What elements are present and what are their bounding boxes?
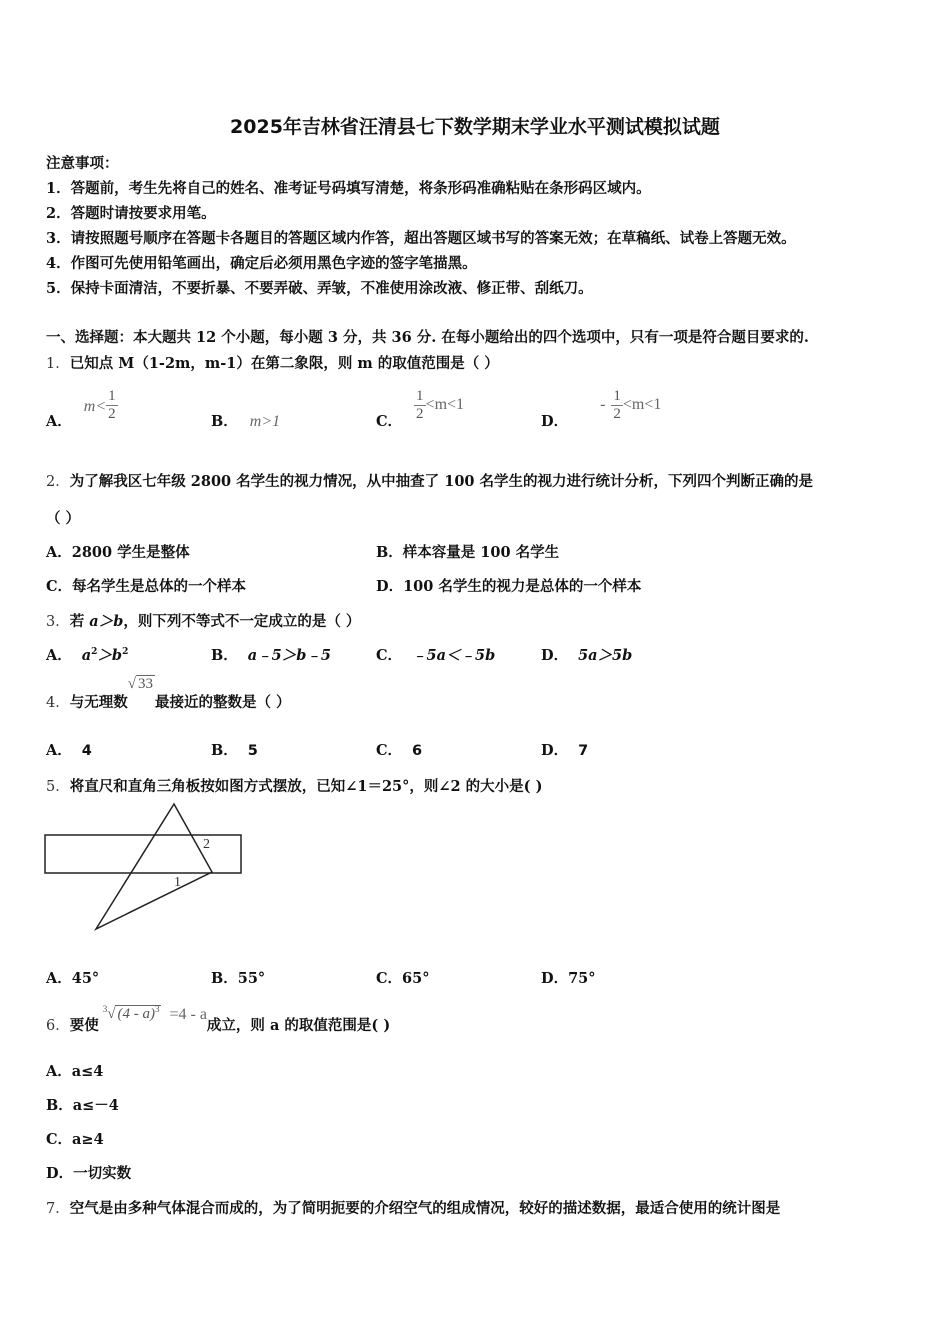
- fraction: $\frac{1}{2}$: [108, 388, 116, 422]
- option-a: [46, 388, 118, 431]
- option-label: D．: [541, 413, 569, 430]
- question-5: [46, 775, 542, 796]
- math-expr: -: [600, 396, 606, 413]
- question-number: 5．: [46, 779, 70, 795]
- question-number: 1．: [46, 356, 70, 372]
- math-expr: <m<1: [425, 396, 465, 413]
- notice-item: 2．答题时请按要求用笔。: [46, 205, 216, 222]
- option-b: B．a≤－4: [46, 1097, 119, 1114]
- option-a: A．45°: [46, 970, 100, 987]
- math-expr: m<: [83, 398, 107, 415]
- option-c: C．65°: [376, 970, 430, 987]
- option-label: B．: [211, 413, 238, 430]
- question-2: [46, 470, 813, 491]
- option-c: [376, 644, 495, 665]
- option-d: D．100 名学生的视力是总体的一个样本: [376, 578, 642, 595]
- option-label: C．: [376, 647, 403, 664]
- option-b: B．55°: [211, 970, 266, 987]
- math-expr: a﹣5＞b﹣5: [247, 647, 331, 664]
- fraction: $\frac{1}{2}$: [416, 388, 424, 422]
- notice-item: 3．请按照题号顺序在答题卡各题目的答题区域内作答，超出答题区域书写的答案无效；在草稿纸、试卷上答题无效。: [46, 230, 796, 247]
- fraction: $\frac{1}{2}$: [613, 388, 621, 422]
- option-d: D．75°: [541, 970, 596, 987]
- option-d: [541, 644, 632, 665]
- question-text: 成立，则 a 的取值范围是( ): [206, 1017, 391, 1034]
- option-c: C． 6: [376, 742, 423, 759]
- option-c: C．a≥4: [46, 1131, 104, 1148]
- option-b: B．样本容量是 100 名学生: [376, 544, 560, 561]
- option-d: D．一切实数: [46, 1165, 132, 1182]
- notice-item: 1．答题前，考生先将自己的姓名、准考证号码填写清楚，将条形码准确粘贴在条形码区域内。: [46, 180, 651, 197]
- question-number: 7．: [46, 1201, 70, 1217]
- option-label: A．: [46, 413, 72, 430]
- question-number: 6．: [46, 1018, 70, 1034]
- option-label: D．: [541, 647, 569, 664]
- question-text: 空气是由多种气体混合而成的，为了简明扼要的介绍空气的组成情况，较好的描述数据，最适合使用的统计图是: [69, 1200, 781, 1217]
- option-c: C．每名学生是总体的一个样本: [46, 578, 247, 595]
- ruler-triangle-figure: [40, 800, 250, 940]
- question-text: 最接近的整数是（ ）: [154, 694, 291, 711]
- question-text: ，则下列不等式不一定成立的是（ ）: [123, 613, 361, 630]
- question-text: 为了解我区七年级 2800 名学生的视力情况，从中抽查了 100 名学生的视力进行统计分析，下列四个判断正确的是: [69, 473, 814, 490]
- notice-item: 4．作图可先使用铅笔画出，确定后必须用黑色字迹的签字笔描黑。: [46, 255, 477, 272]
- option-a: A． $a^2>b^2$: [46, 647, 129, 664]
- option-a: A．2800 学生是整体: [46, 544, 190, 561]
- section-heading: 一、选择题：本大题共 12 个小题，每小题 3 分，共 36 分. 在每小题给出的四个选项中，只有一项是符合题目要求的.: [46, 329, 809, 346]
- condition: a＞b: [89, 613, 124, 630]
- option-label: B．: [211, 647, 238, 664]
- cube-root-expr: $^3$√ (4 - a)$^3$: [102, 1004, 160, 1022]
- notice-heading: 注意事项：: [46, 155, 119, 172]
- question-number: 4．: [46, 695, 70, 711]
- notice-item: 5．保持卡面清洁，不要折暴、不要弄破、弄皱，不准使用涂改液、修正带、刮纸刀。: [46, 280, 593, 297]
- option-b: [211, 410, 280, 431]
- sqrt-expr: √ 33: [127, 676, 153, 692]
- option-a: A． 4: [46, 742, 92, 759]
- math-expr: m>1: [249, 413, 281, 430]
- question-text: 已知点 M（1-2m，m-1）在第二象限，则 m 的取值范围是（ ）: [69, 355, 499, 372]
- math-expr: ﹣5a＜﹣5b: [412, 647, 496, 664]
- option-d: [541, 388, 661, 431]
- math-expr: <m<1: [622, 396, 662, 413]
- option-label: A．: [46, 647, 72, 664]
- question-number: 2．: [46, 474, 70, 490]
- angle-1-label: 1: [174, 875, 181, 890]
- option-c: [376, 388, 464, 431]
- question-1: [46, 352, 499, 373]
- question-3: [46, 610, 360, 631]
- question-text: 要使: [69, 1017, 99, 1034]
- option-label: C．: [376, 413, 403, 430]
- option-d: D． 7: [541, 742, 589, 759]
- question-4: [46, 676, 291, 712]
- option-b: [211, 644, 331, 665]
- question-text: 将直尺和直角三角板按如图方式摆放，已知∠1＝25°，则∠2 的大小是( ): [69, 778, 543, 795]
- math-expr: =4 - a: [169, 1006, 207, 1023]
- question-text: 若: [69, 613, 90, 630]
- option-b: B． 5: [211, 742, 258, 759]
- question-paren: （ ）: [46, 510, 81, 527]
- question-number: 3．: [46, 614, 70, 630]
- option-a: A．a≤4: [46, 1063, 104, 1080]
- question-7: [46, 1197, 780, 1218]
- question-text: 与无理数: [69, 694, 128, 711]
- math-expr: 5a＞5b: [578, 647, 633, 664]
- triangle: [96, 804, 212, 929]
- angle-2-label: 2: [203, 837, 210, 852]
- page-title: 2025年吉林省汪清县七下数学期末学业水平测试模拟试题: [230, 116, 720, 138]
- question-6: [46, 1004, 390, 1035]
